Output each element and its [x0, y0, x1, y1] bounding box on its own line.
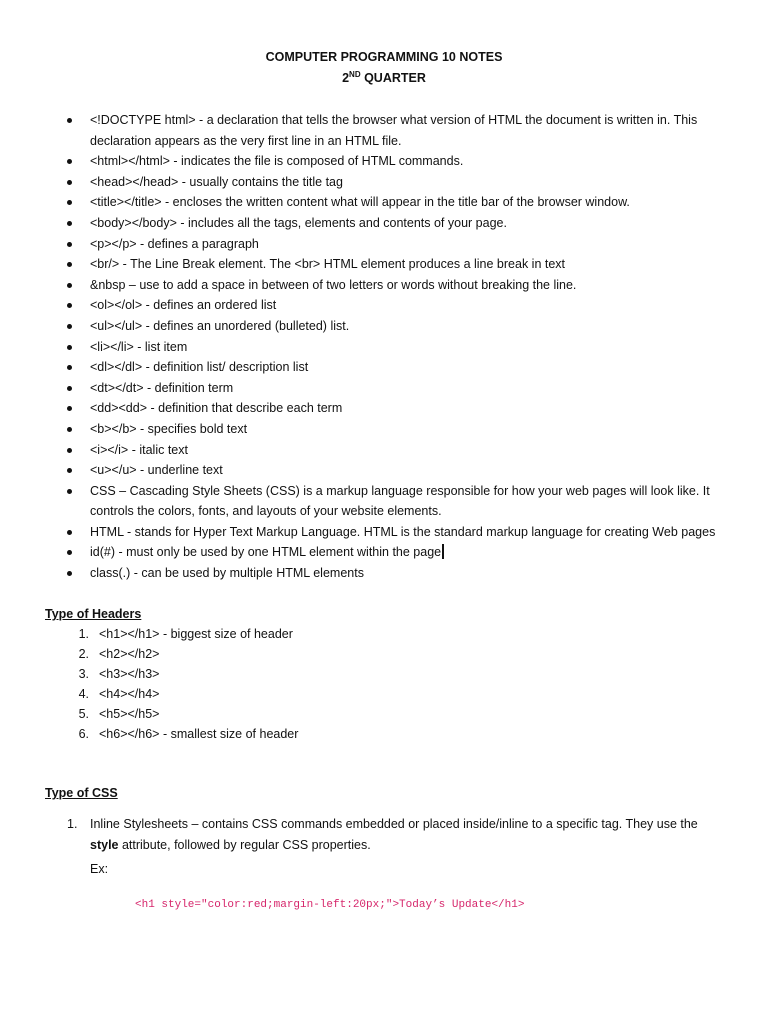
- css-numbered-list: [0, 814, 768, 855]
- bullet-icon: [67, 283, 72, 288]
- list-item-text: <html></html> - indicates the file is composed of HTML commands.: [90, 154, 464, 169]
- example-label: Ex:: [90, 862, 109, 876]
- list-item-text: <ul></ul> - defines an unordered (bulleted) list.: [90, 318, 350, 333]
- list-item: [0, 724, 768, 744]
- headers-section-heading: Type of Headers: [45, 607, 142, 621]
- example-code: <h1 style="color:red;margin-left:20px;">Today’s Update</h1>: [135, 899, 525, 911]
- bullet-icon: [67, 530, 72, 535]
- list-item-text: CSS – Cascading Style Sheets (CSS) is a markup language responsible for how your web pages will look like. It controls the colors, fonts, and layouts of your website elements.: [90, 483, 710, 519]
- list-item-text: <title></title> - encloses the written content what will appear in the title bar of the browser window.: [90, 195, 630, 210]
- list-number: 4.: [78, 687, 89, 701]
- list-item-text: id(#) - must only be used by one HTML element within the page: [90, 545, 442, 560]
- list-item: [0, 172, 768, 193]
- bullet-icon: [67, 571, 72, 576]
- bullet-icon: [67, 489, 72, 494]
- list-item-text: <u></u> - underline text: [90, 463, 223, 478]
- list-number: 2.: [78, 647, 89, 661]
- list-item: [0, 704, 768, 724]
- list-item: [0, 316, 768, 337]
- list-item: [0, 254, 768, 275]
- document-title: COMPUTER PROGRAMMING 10 NOTES: [265, 50, 503, 64]
- list-number: 1.: [78, 627, 89, 641]
- list-item-text-after: attribute, followed by regular CSS properties.: [118, 837, 371, 852]
- list-item-text: <head></head> - usually contains the title tag: [90, 174, 343, 189]
- list-item-text: class(.) - can be used by multiple HTML elements: [90, 566, 364, 581]
- list-item: [0, 664, 768, 684]
- bullet-icon: [67, 386, 72, 391]
- list-item-text: <!DOCTYPE html> - a declaration that tells the browser what version of HTML the document is written in. This declaration appears as the very first line in an HTML file.: [90, 113, 698, 148]
- list-item: [0, 542, 768, 563]
- list-item: [0, 440, 768, 461]
- list-item: [0, 234, 768, 255]
- bullet-icon: [67, 365, 72, 370]
- list-item-text: <dl></dl> - definition list/ description list: [90, 360, 309, 375]
- list-item: [0, 357, 768, 378]
- list-item-text: <h6></h6> - smallest size of header: [99, 727, 299, 741]
- notes-bullet-list: [0, 110, 768, 584]
- list-item-text: <dd><dd> - definition that describe each term: [90, 401, 343, 416]
- list-item-text-before: Inline Stylesheets – contains CSS commands embedded or placed inside/inline to a specific tag. They use the: [90, 817, 698, 831]
- headers-numbered-list: [0, 624, 768, 744]
- list-item: [0, 337, 768, 358]
- list-item-text: <b></b> - specifies bold text: [90, 421, 248, 436]
- list-item: [0, 295, 768, 316]
- list-item-text: <h3></h3>: [99, 667, 160, 681]
- bullet-icon: [67, 118, 72, 123]
- list-item-text: <h1></h1> - biggest size of header: [99, 627, 293, 641]
- bullet-icon: [67, 159, 72, 164]
- list-item-text: <li></li> - list item: [90, 339, 188, 354]
- list-item: [0, 644, 768, 664]
- list-item: [0, 522, 768, 543]
- css-section-heading: Type of CSS: [45, 786, 118, 800]
- list-item: [0, 563, 768, 584]
- bullet-icon: [67, 303, 72, 308]
- list-item: [0, 110, 768, 151]
- list-item: [0, 192, 768, 213]
- bullet-icon: [67, 200, 72, 205]
- bullet-icon: [67, 324, 72, 329]
- list-item: [0, 151, 768, 172]
- quarter-superscript: ND: [349, 70, 361, 79]
- bullet-icon: [67, 345, 72, 350]
- list-item: [0, 275, 768, 296]
- list-number: 1.: [67, 817, 78, 831]
- list-number: 6.: [78, 727, 89, 741]
- list-item: [0, 213, 768, 234]
- list-item: [0, 481, 768, 522]
- list-item-text: <i></i> - italic text: [90, 442, 188, 457]
- list-item-bold-word: style: [90, 837, 119, 852]
- list-item: [0, 684, 768, 704]
- document-subtitle: [0, 70, 768, 86]
- bullet-icon: [67, 406, 72, 411]
- list-item: [0, 378, 768, 399]
- bullet-icon: [67, 180, 72, 185]
- bullet-icon: [67, 427, 72, 432]
- list-item: [0, 419, 768, 440]
- bullet-icon: [67, 550, 72, 555]
- bullet-icon: [67, 468, 72, 473]
- bullet-icon: [67, 221, 72, 226]
- list-item: [0, 460, 768, 481]
- text-cursor: [442, 544, 444, 559]
- list-item-text: <h5></h5>: [99, 707, 160, 721]
- list-number: 3.: [78, 667, 89, 681]
- quarter-word: QUARTER: [360, 71, 426, 85]
- list-item-text: <body></body> - includes all the tags, elements and contents of your page.: [90, 215, 507, 230]
- bullet-icon: [67, 448, 72, 453]
- list-item-text: HTML - stands for Hyper Text Markup Language. HTML is the standard markup language for creating Web pages: [90, 524, 716, 539]
- list-item-text: <dt></dt> - definition term: [90, 380, 234, 395]
- list-item-text: <br/> - The Line Break element. The <br> HTML element produces a line break in text: [90, 257, 566, 272]
- list-item-text: <ol></ol> - defines an ordered list: [90, 298, 277, 313]
- list-item-text: <h2></h2>: [99, 647, 160, 661]
- list-item: [0, 398, 768, 419]
- list-item-text: <p></p> - defines a paragraph: [90, 236, 259, 251]
- list-item-text: <h4></h4>: [99, 687, 160, 701]
- bullet-icon: [67, 262, 72, 267]
- list-item-text: &nbsp – use to add a space in between of two letters or words without breaking the line.: [90, 277, 577, 292]
- list-number: 5.: [78, 707, 89, 721]
- quarter-number: 2: [342, 71, 350, 85]
- list-item: [0, 814, 768, 855]
- bullet-icon: [67, 242, 72, 247]
- list-item: [0, 624, 768, 644]
